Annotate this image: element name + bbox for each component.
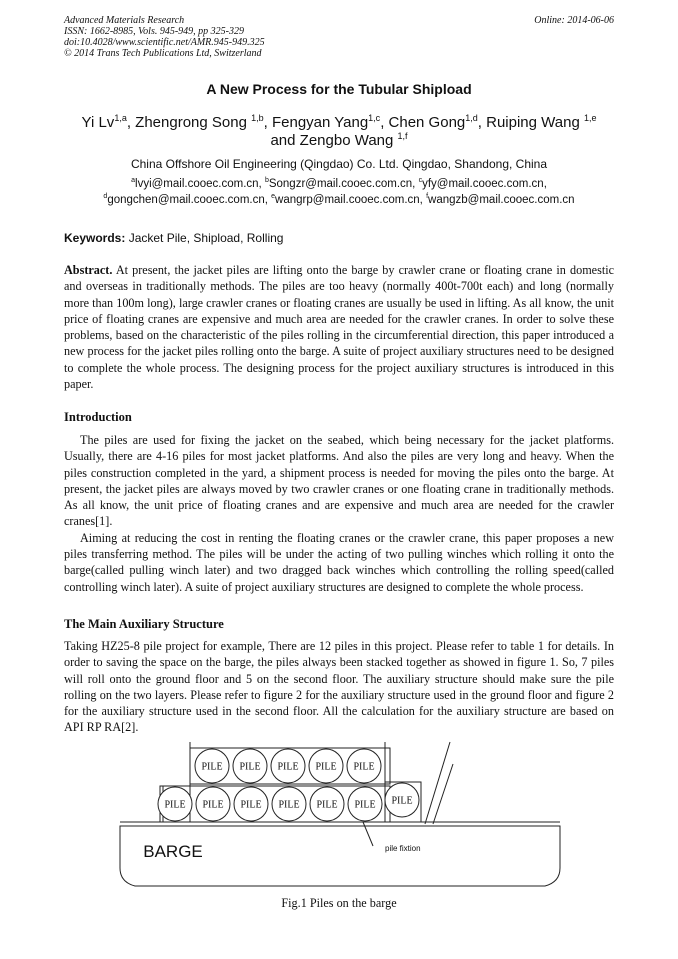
email-link[interactable]: Songzr@mail.cooec.com.cn, [268, 178, 416, 190]
keywords [64, 231, 283, 245]
introduction-body [64, 432, 614, 595]
author: Ruiping Wang [486, 114, 580, 131]
email-link[interactable]: wangrp@mail.cooec.com.cn, [275, 194, 423, 206]
pile-group [158, 749, 419, 821]
pile-label: PILE [201, 761, 223, 773]
figure-caption: Fig.1 Piles on the barge [281, 896, 397, 910]
figure-piles-on-barge [115, 734, 565, 894]
pile-label: PILE [202, 799, 224, 811]
author: Chen Gong [388, 114, 466, 131]
author-sup: 1,d [465, 113, 478, 123]
keywords-text: Jacket Pile, Shipload, Rolling [128, 231, 284, 245]
email-link[interactable]: yfy@mail.cooec.com.cn, [422, 178, 547, 190]
pile-fixation-label: pile fixtion [385, 844, 421, 853]
section-heading-main-structure: The Main Auxiliary Structure [64, 617, 224, 631]
pile-label: PILE [391, 795, 413, 807]
email-link[interactable]: gongchen@mail.cooec.com.cn, [107, 194, 268, 206]
main-structure-body [64, 638, 614, 736]
online-date: Online: 2014-06-06 [534, 15, 614, 26]
author-sup: 1,a [114, 113, 127, 123]
keywords-label: Keywords: [64, 231, 126, 245]
pile-label: PILE [278, 799, 300, 811]
email-link[interactable]: wangzb@mail.cooec.com.cn [428, 194, 575, 206]
email-sup: e [271, 193, 276, 201]
barge-label: BARGE [143, 842, 203, 861]
paper-title: A New Process for the Tubular Shipload [206, 81, 472, 97]
abstract-text: At present, the jacket piles are lifting onto the barge by crawler crane or floating crane in domestic and overseas in traditionally methods. The piles are too heavy (normally 400t-700t each) and long (normally more than 100m long), large crawler cranes or floating cranes are usually be used in lifting. As all know, the unit price of floating cranes are expensive and much area are needed for the crawler cranes. In order to solve these problems, based on the characteristic of the piles rolling in the circumferential direction, this paper introduced a new process for the jacket piles rolling onto the barge. A suite of project auxiliary structures need to be designed to complete the whole process. The designing process for the project auxiliary structures is introduced in this paper. [64, 263, 615, 392]
email-link[interactable]: lvyi@mail.cooec.com.cn, [135, 178, 262, 190]
pile-label: PILE [240, 799, 262, 811]
pile-label: PILE [277, 761, 299, 773]
paragraph: Aiming at reducing the cost in renting the floating cranes or the crawler crane, this paper proposes a new piles transferring method. The piles will be under the acting of two pulling winches which rolling it onto the barge(called pulling winch later) and two dragged back winches which controlling the rolling speed(called controlling winch later). A suite of project auxiliary structures are designed to complete the whole process. [64, 530, 614, 594]
brace [433, 764, 453, 824]
author: Zhengrong Song [135, 114, 247, 131]
author-sup: 1,f [397, 131, 408, 141]
pile-label: PILE [239, 761, 261, 773]
author: Zengbo Wang [299, 132, 394, 149]
issn-line: ISSN: 1662-8985, Vols. 945-949, pp 325-329 [64, 26, 244, 37]
journal-name: Advanced Materials Research [64, 15, 185, 26]
paragraph: The piles are used for fixing the jacket on the seabed, which being necessary for the jacket platforms. Usually, there are 4-16 piles for most jacket platforms. And also the piles are very long and heavy. When the piles construction completed in the yard, a shipment process is needed for moving the piles onto the barge. At present, the jacket piles are always moved by two crawler cranes or one floating crane in traditionally methods. As all know, the unit price of floating cranes and are expensive and much area are needed for the crawler cranes[1]. [64, 433, 614, 529]
pile-label: PILE [316, 799, 338, 811]
email-list [30, 176, 648, 208]
email-sup: b [264, 177, 269, 185]
affiliation: China Offshore Oil Engineering (Qingdao) Co. Ltd. Qingdao, Shandong, China [130, 157, 548, 171]
author-sup: 1,b [251, 113, 264, 123]
author-list: Yi Lv$^{1,a}$, Zhengrong Song $^{1,b}$, Fengyan Yang$^{1,c}$, Chen Gong$^{1,d}$, Ruiping Wang $^{1,e}$ and Zengbo Wang $^{1,f}$ [81, 113, 597, 149]
pile-label: PILE [353, 761, 375, 773]
pile-label: PILE [315, 761, 337, 773]
pile-label: PILE [354, 799, 376, 811]
pile-label: PILE [164, 799, 186, 811]
abstract-label: Abstract. [64, 263, 113, 277]
author-sup: 1,e [583, 113, 597, 123]
section-heading-introduction: Introduction [64, 410, 132, 424]
author: Fengyan Yang [271, 114, 369, 131]
email-sup: f [426, 193, 429, 201]
copyright-line: © 2014 Trans Tech Publications Ltd, Switzerland [64, 48, 262, 59]
email-sup: d [103, 193, 108, 201]
abstract [64, 262, 614, 392]
author: Yi Lv [81, 114, 115, 131]
email-sup: a [131, 177, 136, 185]
running-header [64, 15, 614, 59]
paragraph: Taking HZ25-8 pile project for example, There are 12 piles in this project. Please refer to table 1 for details. In order to saving the space on the barge, the piles always been stacked together as showed in figure 1. So, 7 piles will roll onto the ground floor and 5 on the second floor. The auxiliary structure should make sure the pile rolling on the two layers. Please refer to figure 2 for the auxiliary structure used in the ground floor and figure 2 for the auxiliary structure used in the second floor. All the calculation for the auxiliary structure are based on API RP RA[2]. [64, 639, 614, 735]
author-sup: 1,c [368, 113, 381, 123]
email-sup: c [418, 177, 423, 185]
doi-link[interactable]: doi:10.4028/www.scientific.net/AMR.945-949.325 [64, 37, 265, 48]
